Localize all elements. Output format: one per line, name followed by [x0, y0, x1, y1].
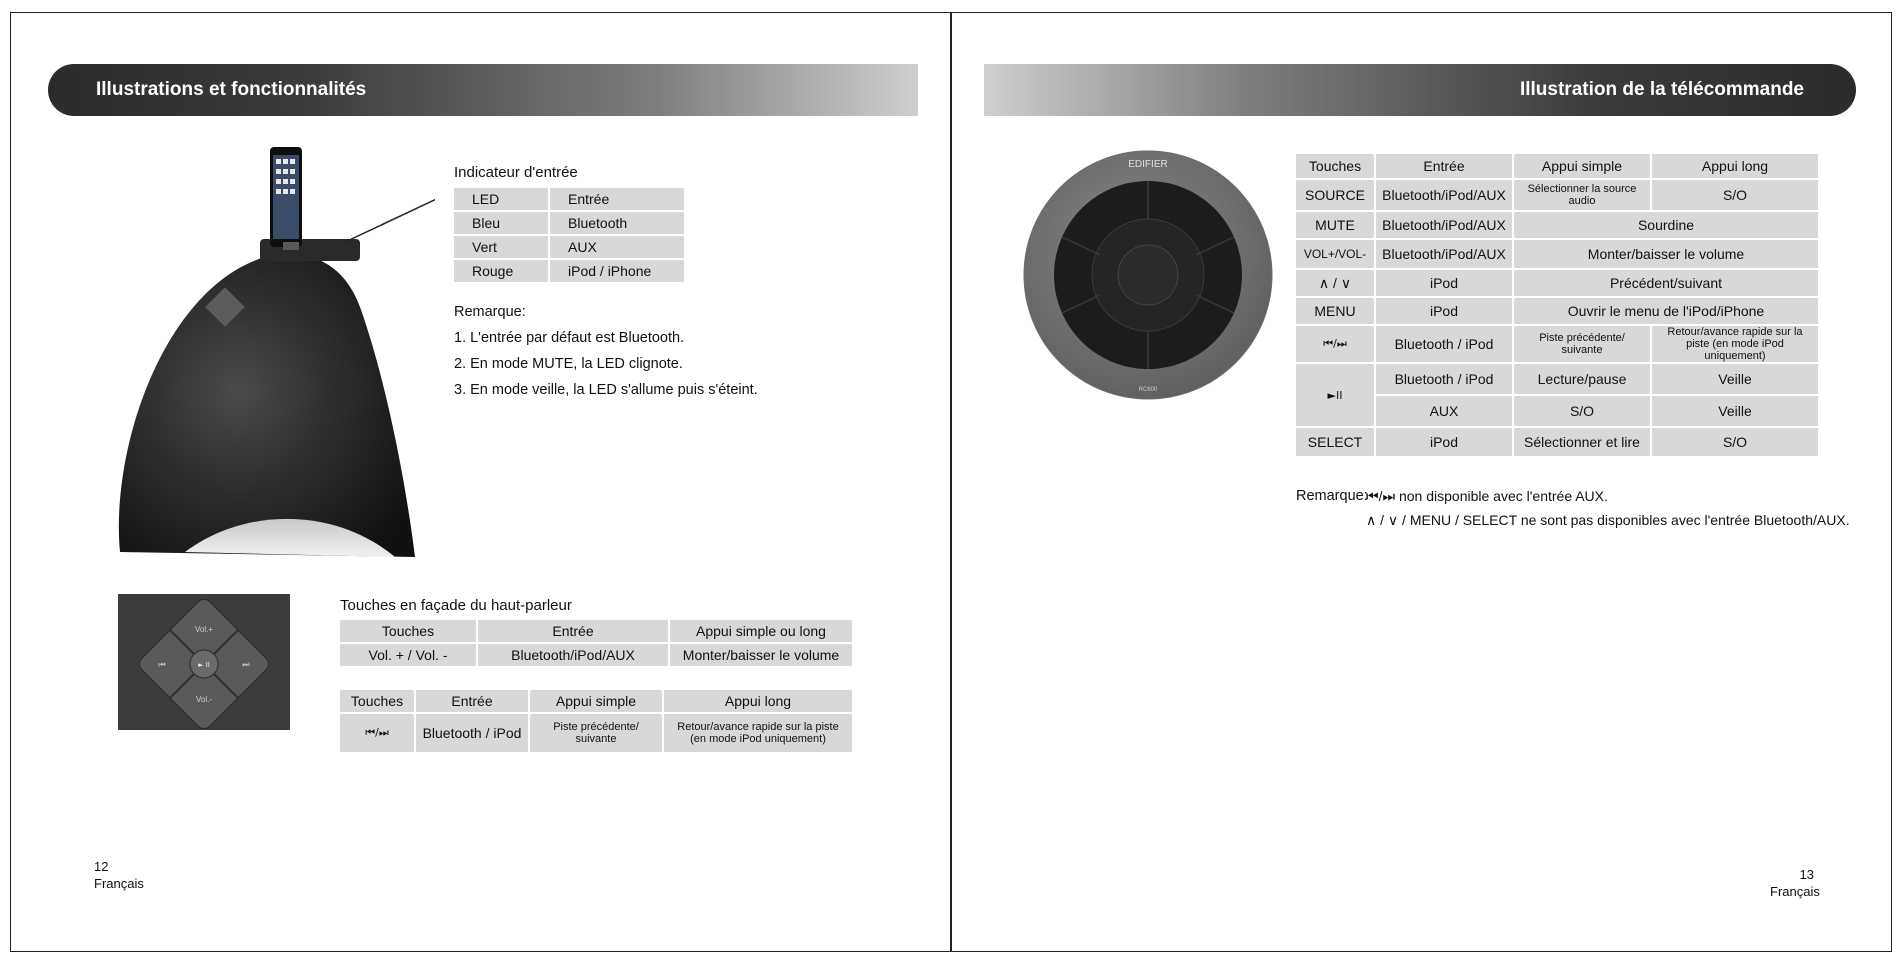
table-cell: Piste précédente/ suivante	[1514, 326, 1650, 362]
table-cell: Bluetooth/iPod/AUX	[1376, 212, 1512, 238]
table-header-cell: Appui simple ou long	[670, 620, 852, 642]
remote-control-image	[1018, 145, 1278, 405]
table-cell: Sélectionner la source audio	[1514, 180, 1650, 210]
table-row	[1296, 326, 1818, 362]
table-cell: Veille	[1652, 364, 1818, 394]
table-cell: Piste précédente/ suivante	[530, 714, 662, 752]
table-cell: Sélectionner et lire	[1514, 428, 1650, 456]
table-cell: SOURCE	[1296, 180, 1374, 210]
table-cell: Vert	[454, 236, 548, 258]
page-number-right	[1770, 866, 1820, 900]
table-header-cell: Entrée	[1376, 154, 1512, 178]
table-row	[340, 690, 852, 712]
table-header-cell: Touches	[340, 620, 476, 642]
table-header-cell: Entrée	[478, 620, 668, 642]
table-cell: Bluetooth/iPod/AUX	[478, 644, 668, 666]
table-header-cell: Entrée	[416, 690, 528, 712]
page-language: Français	[94, 876, 144, 891]
table-cell: Monter/baisser le volume	[1514, 240, 1818, 268]
remote-remark-line: ⏮/⏭ non disponible avec l'entrée AUX.	[1366, 488, 1608, 504]
table-cell: Rouge	[454, 260, 548, 282]
table-cell: Bluetooth	[550, 212, 684, 234]
table-cell: Bluetooth/iPod/AUX	[1376, 180, 1512, 210]
table-cell: ⏮/⏭	[340, 714, 414, 752]
table-cell: S/O	[1514, 396, 1650, 426]
table-row	[454, 236, 684, 258]
table-row	[1296, 270, 1818, 296]
table-cell: ⏮/⏭	[1296, 326, 1374, 362]
table-row	[1296, 212, 1818, 238]
panel-prev-label: ⏮	[158, 660, 166, 669]
remark-line: 2. En mode MUTE, la LED clignote.	[454, 356, 683, 372]
panel-vol-minus-label: Vol.-	[195, 695, 213, 704]
remote-functions-table	[1294, 152, 1820, 458]
table-cell: Vol. + / Vol. -	[340, 644, 476, 666]
table-header-cell: Appui long	[1652, 154, 1818, 178]
table-row	[1296, 396, 1818, 426]
page-number: 13	[1799, 867, 1814, 882]
left-banner-title: Illustrations et fonctionnalités	[96, 79, 367, 100]
table-cell: SELECT	[1296, 428, 1374, 456]
table-cell: Bleu	[454, 212, 548, 234]
table-cell: S/O	[1652, 428, 1818, 456]
remark-line: 1. L'entrée par défaut est Bluetooth.	[454, 330, 685, 346]
right-banner	[984, 64, 1856, 116]
speaker-dock-image	[105, 147, 435, 562]
table-cell: VOL+/VOL-	[1296, 240, 1374, 268]
remote-remark-label: Remarque:	[1296, 488, 1368, 504]
table-cell: ∧ / ∨	[1296, 270, 1374, 296]
table-row	[1296, 154, 1818, 178]
table-header-cell: Touches	[1296, 154, 1374, 178]
table-cell: Précédent/suivant	[1514, 270, 1818, 296]
table-header-cell: Appui simple	[530, 690, 662, 712]
remark-line: 3. En mode veille, la LED s'allume puis s'éteint.	[454, 382, 758, 398]
table-cell: AUX	[550, 236, 684, 258]
table-row	[1296, 240, 1818, 268]
page-language: Français	[1770, 884, 1820, 899]
remote-brand-label: EDIFIER	[1128, 159, 1168, 170]
page-number: 12	[94, 859, 109, 874]
page-number-left	[94, 858, 144, 892]
table-cell: Retour/avance rapide sur la piste (en mode iPod uniquement)	[664, 714, 852, 752]
panel-play-label: ► II	[198, 661, 210, 669]
table-row	[454, 212, 684, 234]
table-row	[1296, 364, 1818, 394]
front-panel-title: Touches en façade du haut-parleur	[340, 597, 572, 614]
table-row	[1296, 428, 1818, 456]
table-cell: ►II	[1296, 364, 1374, 426]
table-row	[1296, 180, 1818, 210]
table-cell: MENU	[1296, 298, 1374, 324]
left-page	[10, 12, 950, 952]
table-row	[1296, 298, 1818, 324]
table-row	[454, 260, 684, 282]
table-row	[340, 644, 852, 666]
table-header-cell: Touches	[340, 690, 414, 712]
table-row	[454, 188, 684, 210]
input-indicator-title: Indicateur d'entrée	[454, 164, 578, 181]
table-row	[340, 620, 852, 642]
table-cell: Veille	[1652, 396, 1818, 426]
table-header-cell: Appui simple	[1514, 154, 1650, 178]
table-cell: Entrée	[550, 188, 684, 210]
table-cell: Bluetooth / iPod	[416, 714, 528, 752]
table-cell: AUX	[1376, 396, 1512, 426]
table-cell: iPod / iPhone	[550, 260, 684, 282]
table-cell: iPod	[1376, 298, 1512, 324]
table-cell: Lecture/pause	[1514, 364, 1650, 394]
table-cell: Monter/baisser le volume	[670, 644, 852, 666]
panel-vol-plus-label: Vol.+	[194, 625, 214, 634]
remote-model-label: RC600	[1138, 387, 1158, 393]
remote-remark-line: ∧ / ∨ / MENU / SELECT ne sont pas disponibles avec l'entrée Bluetooth/AUX.	[1366, 512, 1850, 528]
table-cell: Bluetooth / iPod	[1376, 326, 1512, 362]
input-indicator-table	[452, 186, 686, 284]
right-banner-title: Illustration de la télécommande	[1519, 79, 1804, 100]
table-cell: Sourdine	[1514, 212, 1818, 238]
front-panel-table-volume	[338, 618, 854, 668]
front-panel-image	[118, 594, 290, 730]
table-cell: iPod	[1376, 428, 1512, 456]
table-header-cell: Appui long	[664, 690, 852, 712]
table-cell: Bluetooth/iPod/AUX	[1376, 240, 1512, 268]
front-panel-table-skip	[338, 688, 854, 754]
panel-next-label: ⏭	[242, 660, 250, 669]
table-cell: MUTE	[1296, 212, 1374, 238]
table-cell: Ouvrir le menu de l'iPod/iPhone	[1514, 298, 1818, 324]
table-cell: S/O	[1652, 180, 1818, 210]
remark-title: Remarque:	[454, 304, 526, 320]
table-cell: Bluetooth / iPod	[1376, 364, 1512, 394]
left-banner	[48, 64, 918, 116]
table-cell: Retour/avance rapide sur la piste (en mode iPod uniquement)	[1652, 326, 1818, 362]
table-row	[340, 714, 852, 752]
table-cell: iPod	[1376, 270, 1512, 296]
table-cell: LED	[454, 188, 548, 210]
